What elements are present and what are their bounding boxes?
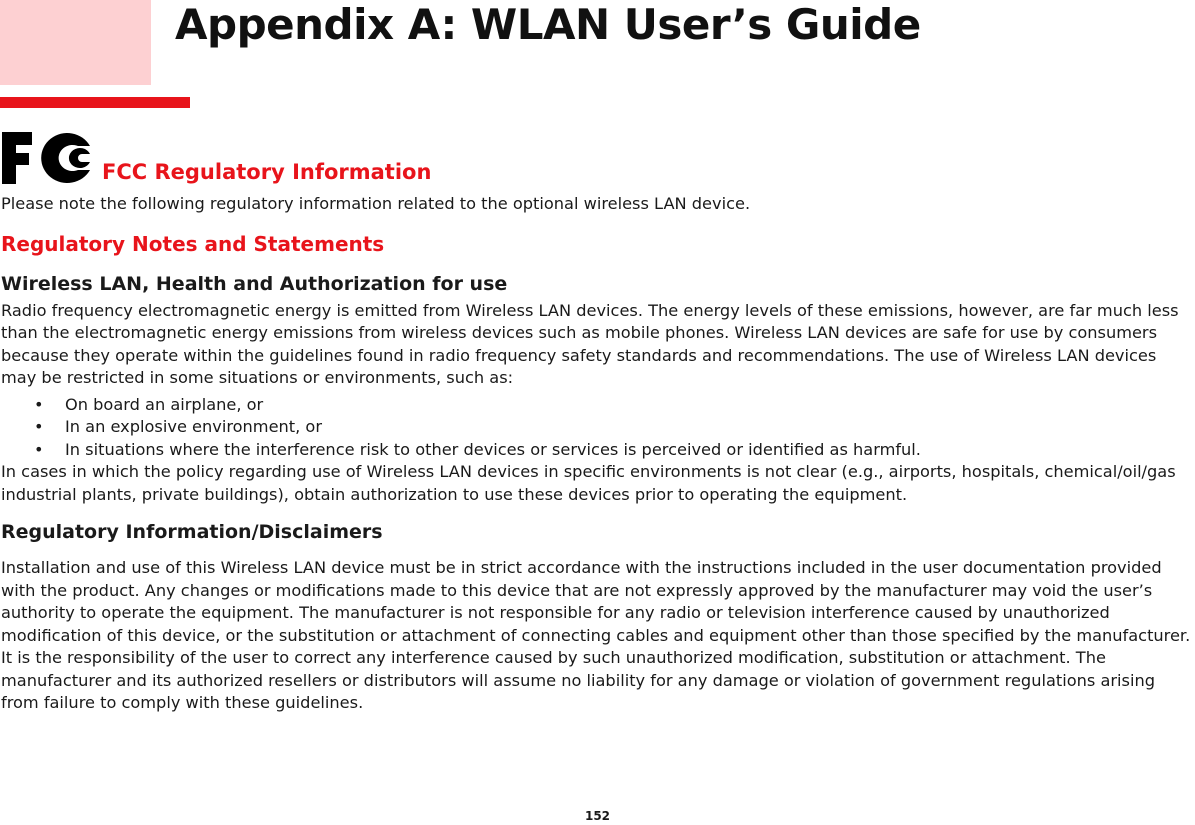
fcc-logo-icon — [2, 130, 92, 186]
title-rule — [0, 97, 190, 108]
disclaimers-paragraph: Installation and use of this Wireless LAN device must be in strict accordance with the instructions included in the user documentation provided with the product. Any changes or modifications made to this device that are not expressly approved by the manufacturer may void the user’s authority to operate the equipment. The manufacturer is not responsible for any radio or television interference caused by unauthorized modification of this device, or the substitution or attachment of connecting cables and equipment other than those specified by the manufacturer. It is the responsibility of the user to correct any interference caused by such unauthorized modification, substitution or attachment. The manufacturer and its authorized resellers or distributors will assume no liability for any damage or violation of government regulations arising from failure to comply with these guidelines. — [1, 558, 1191, 712]
fcc-intro-text: Please note the following regulatory information related to the optional wireless LAN device. — [1, 194, 751, 213]
regulatory-notes-heading: Regulatory Notes and Statements — [1, 231, 385, 256]
disclaimers-heading: Regulatory Information/Disclaimers — [1, 521, 383, 543]
wireless-health-heading: Wireless LAN, Health and Authorization for use — [1, 272, 508, 295]
bullet-icon: • — [34, 417, 44, 436]
list-item — [1, 394, 1193, 417]
list-item — [1, 416, 1193, 439]
list-item-text: In situations where the interference risk to other devices or services is perceived or identified as harmful. — [65, 439, 921, 459]
page-number: 152 — [584, 809, 611, 823]
list-item — [1, 439, 1193, 462]
restriction-list — [1, 394, 1193, 462]
wireless-closing-paragraph: In cases in which the policy regarding use of Wireless LAN devices in specific environments is not clear (e.g., airports, hospitals, chemical/oil/gas industrial plants, private buildings), obtain authorization to use these devices prior to operating the equipment. — [1, 462, 1176, 504]
header-tab-block — [0, 0, 151, 85]
wireless-health-paragraph: Radio frequency electromagnetic energy is emitted from Wireless LAN devices. The energy levels of these emissions, however, are far much less than the electromagnetic energy emissions from wireless devices such as mobile phones. Wireless LAN devices are safe for use by consumers because they operate within the guidelines found in radio frequency safety standards and recommendations. The use of Wireless LAN devices may be restricted in some situations or environments, such as: — [1, 300, 1179, 387]
page-title: Appendix A: WLAN User’s Guide — [175, 0, 921, 49]
list-item-text: On board an airplane, or — [65, 394, 264, 414]
list-item-text: In an explosive environment, or — [65, 417, 322, 436]
bullet-icon: • — [34, 394, 44, 414]
document-body — [1, 193, 1193, 715]
fcc-regulatory-heading: FCC Regulatory Information — [102, 160, 432, 184]
fcc-heading-row — [2, 128, 431, 186]
bullet-icon: • — [34, 439, 44, 459]
